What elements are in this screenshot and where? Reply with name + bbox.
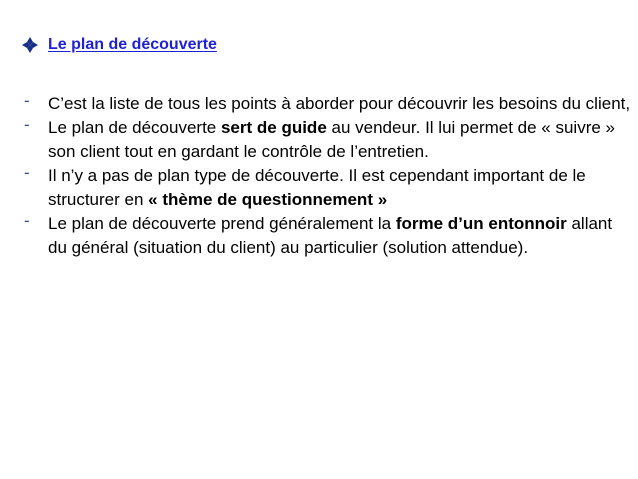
list-item bbox=[24, 164, 634, 212]
item-text: Il n’y a pas de plan type de découverte. Il est cependant important de le structurer en bbox=[48, 166, 586, 209]
list-item bbox=[24, 116, 634, 164]
dash-bullet: - bbox=[24, 163, 30, 182]
item-text: au vendeur. Il lui permet de « suivre » son client tout en gardant le contrôle de l’entretien. bbox=[48, 118, 616, 161]
list-item bbox=[24, 212, 634, 260]
item-text: Le plan de découverte bbox=[48, 118, 221, 137]
dash-bullet: - bbox=[24, 91, 30, 110]
item-text: allant du général (situation du client) au particulier (solution attendue). bbox=[48, 214, 613, 257]
slide-heading bbox=[22, 36, 217, 54]
diamond-bullet-icon bbox=[22, 37, 38, 53]
list-item bbox=[24, 92, 634, 116]
heading-title: Le plan de découverte bbox=[48, 36, 217, 53]
bullet-list bbox=[24, 92, 634, 260]
dash-bullet: - bbox=[24, 115, 30, 134]
item-text: C’est la liste de tous les points à aborder pour découvrir les besoins du client, bbox=[48, 94, 631, 113]
item-emphasis: forme d’un entonnoir bbox=[395, 214, 567, 233]
item-emphasis: sert de guide bbox=[220, 118, 327, 137]
item-emphasis: « thème de questionnement » bbox=[148, 190, 388, 209]
dash-bullet: - bbox=[24, 211, 30, 230]
item-text: Le plan de découverte prend généralement la bbox=[48, 214, 396, 233]
